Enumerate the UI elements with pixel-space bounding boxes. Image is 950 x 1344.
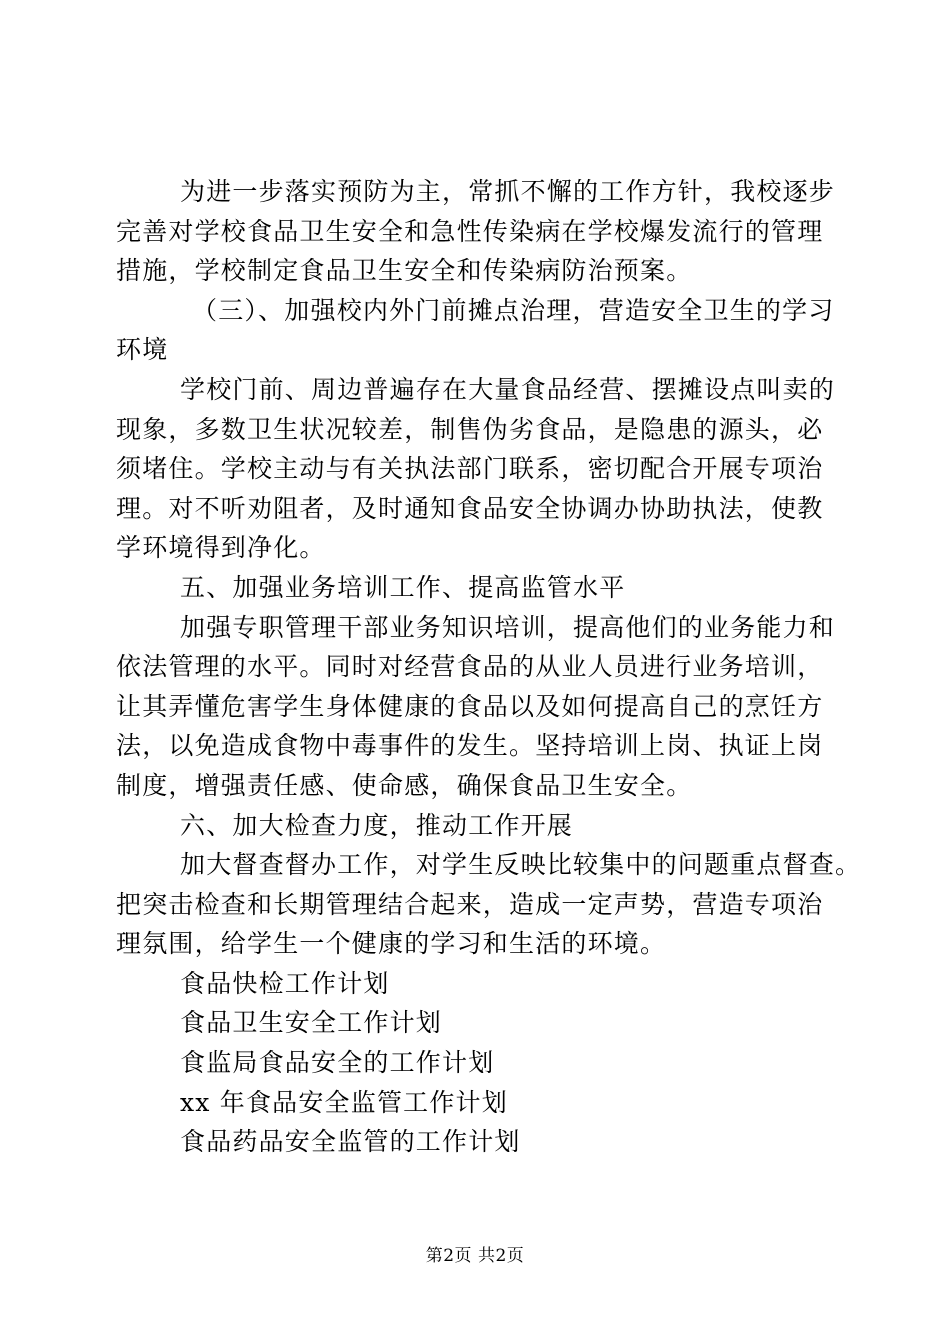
section-heading: （三）、加强校内外门前摊点治理，营造安全卫生的学习 — [192, 295, 835, 325]
paragraph-line: 制度，增强责任感、使命感，确保食品卫生安全。 — [116, 770, 693, 800]
paragraph-line: 依法管理的水平。同时对经营食品的从业人员进行业务培训， — [116, 652, 824, 682]
section-heading: 六、加大检查力度，推动工作开展 — [180, 810, 574, 840]
document-body — [116, 172, 862, 1162]
related-link[interactable]: 食监局食品安全的工作计划 — [180, 1048, 495, 1078]
paragraph-line: 把突击检查和长期管理结合起来，造成一定声势，营造专项治 — [116, 889, 824, 919]
paragraph-line: 理氛围，给学生一个健康的学习和生活的环境。 — [116, 929, 667, 959]
related-link[interactable]: 食品快检工作计划 — [180, 968, 390, 998]
paragraph-line: 措施，学校制定食品卫生安全和传染病防治预案。 — [116, 256, 693, 286]
paragraph-line: 完善对学校食品卫生安全和急性传染病在学校爆发流行的管理 — [116, 216, 824, 246]
paragraph-line: 法，以免造成食物中毒事件的发生。坚持培训上岗、执证上岗 — [116, 731, 824, 761]
paragraph-line: 须堵住。学校主动与有关执法部门联系，密切配合开展专项治 — [116, 454, 824, 484]
section-heading: 五、加强业务培训工作、提高监管水平 — [180, 572, 626, 602]
related-link[interactable]: xx 年食品安全监管工作计划 — [180, 1087, 508, 1117]
paragraph-line: 学环境得到净化。 — [116, 533, 326, 563]
paragraph-line: 学校门前、周边普遍存在大量食品经营、摆摊设点叫卖的 — [180, 374, 836, 404]
section-heading: 环境 — [116, 335, 169, 365]
paragraph-line: 为进一步落实预防为主，常抓不懈的工作方针，我校逐步 — [180, 177, 836, 206]
paragraph-line: 现象，多数卫生状况较差，制售伪劣食品，是隐患的源头，必 — [116, 414, 824, 444]
paragraph-line: 加强专职管理干部业务知识培训，提高他们的业务能力和 — [180, 612, 836, 642]
related-link[interactable]: 食品药品安全监管的工作计划 — [180, 1127, 521, 1157]
related-link[interactable]: 食品卫生安全工作计划 — [180, 1008, 443, 1038]
paragraph-line: 理。对不听劝阻者，及时通知食品安全协调办协助执法，使教 — [116, 493, 824, 523]
page-number-footer: 第2页 共2页 — [425, 1246, 525, 1266]
paragraph-line: 加大督查督办工作，对学生反映比较集中的问题重点督查。 — [180, 850, 862, 880]
paragraph-line: 让其弄懂危害学生身体健康的食品以及如何提高自己的烹饪方 — [116, 691, 824, 721]
